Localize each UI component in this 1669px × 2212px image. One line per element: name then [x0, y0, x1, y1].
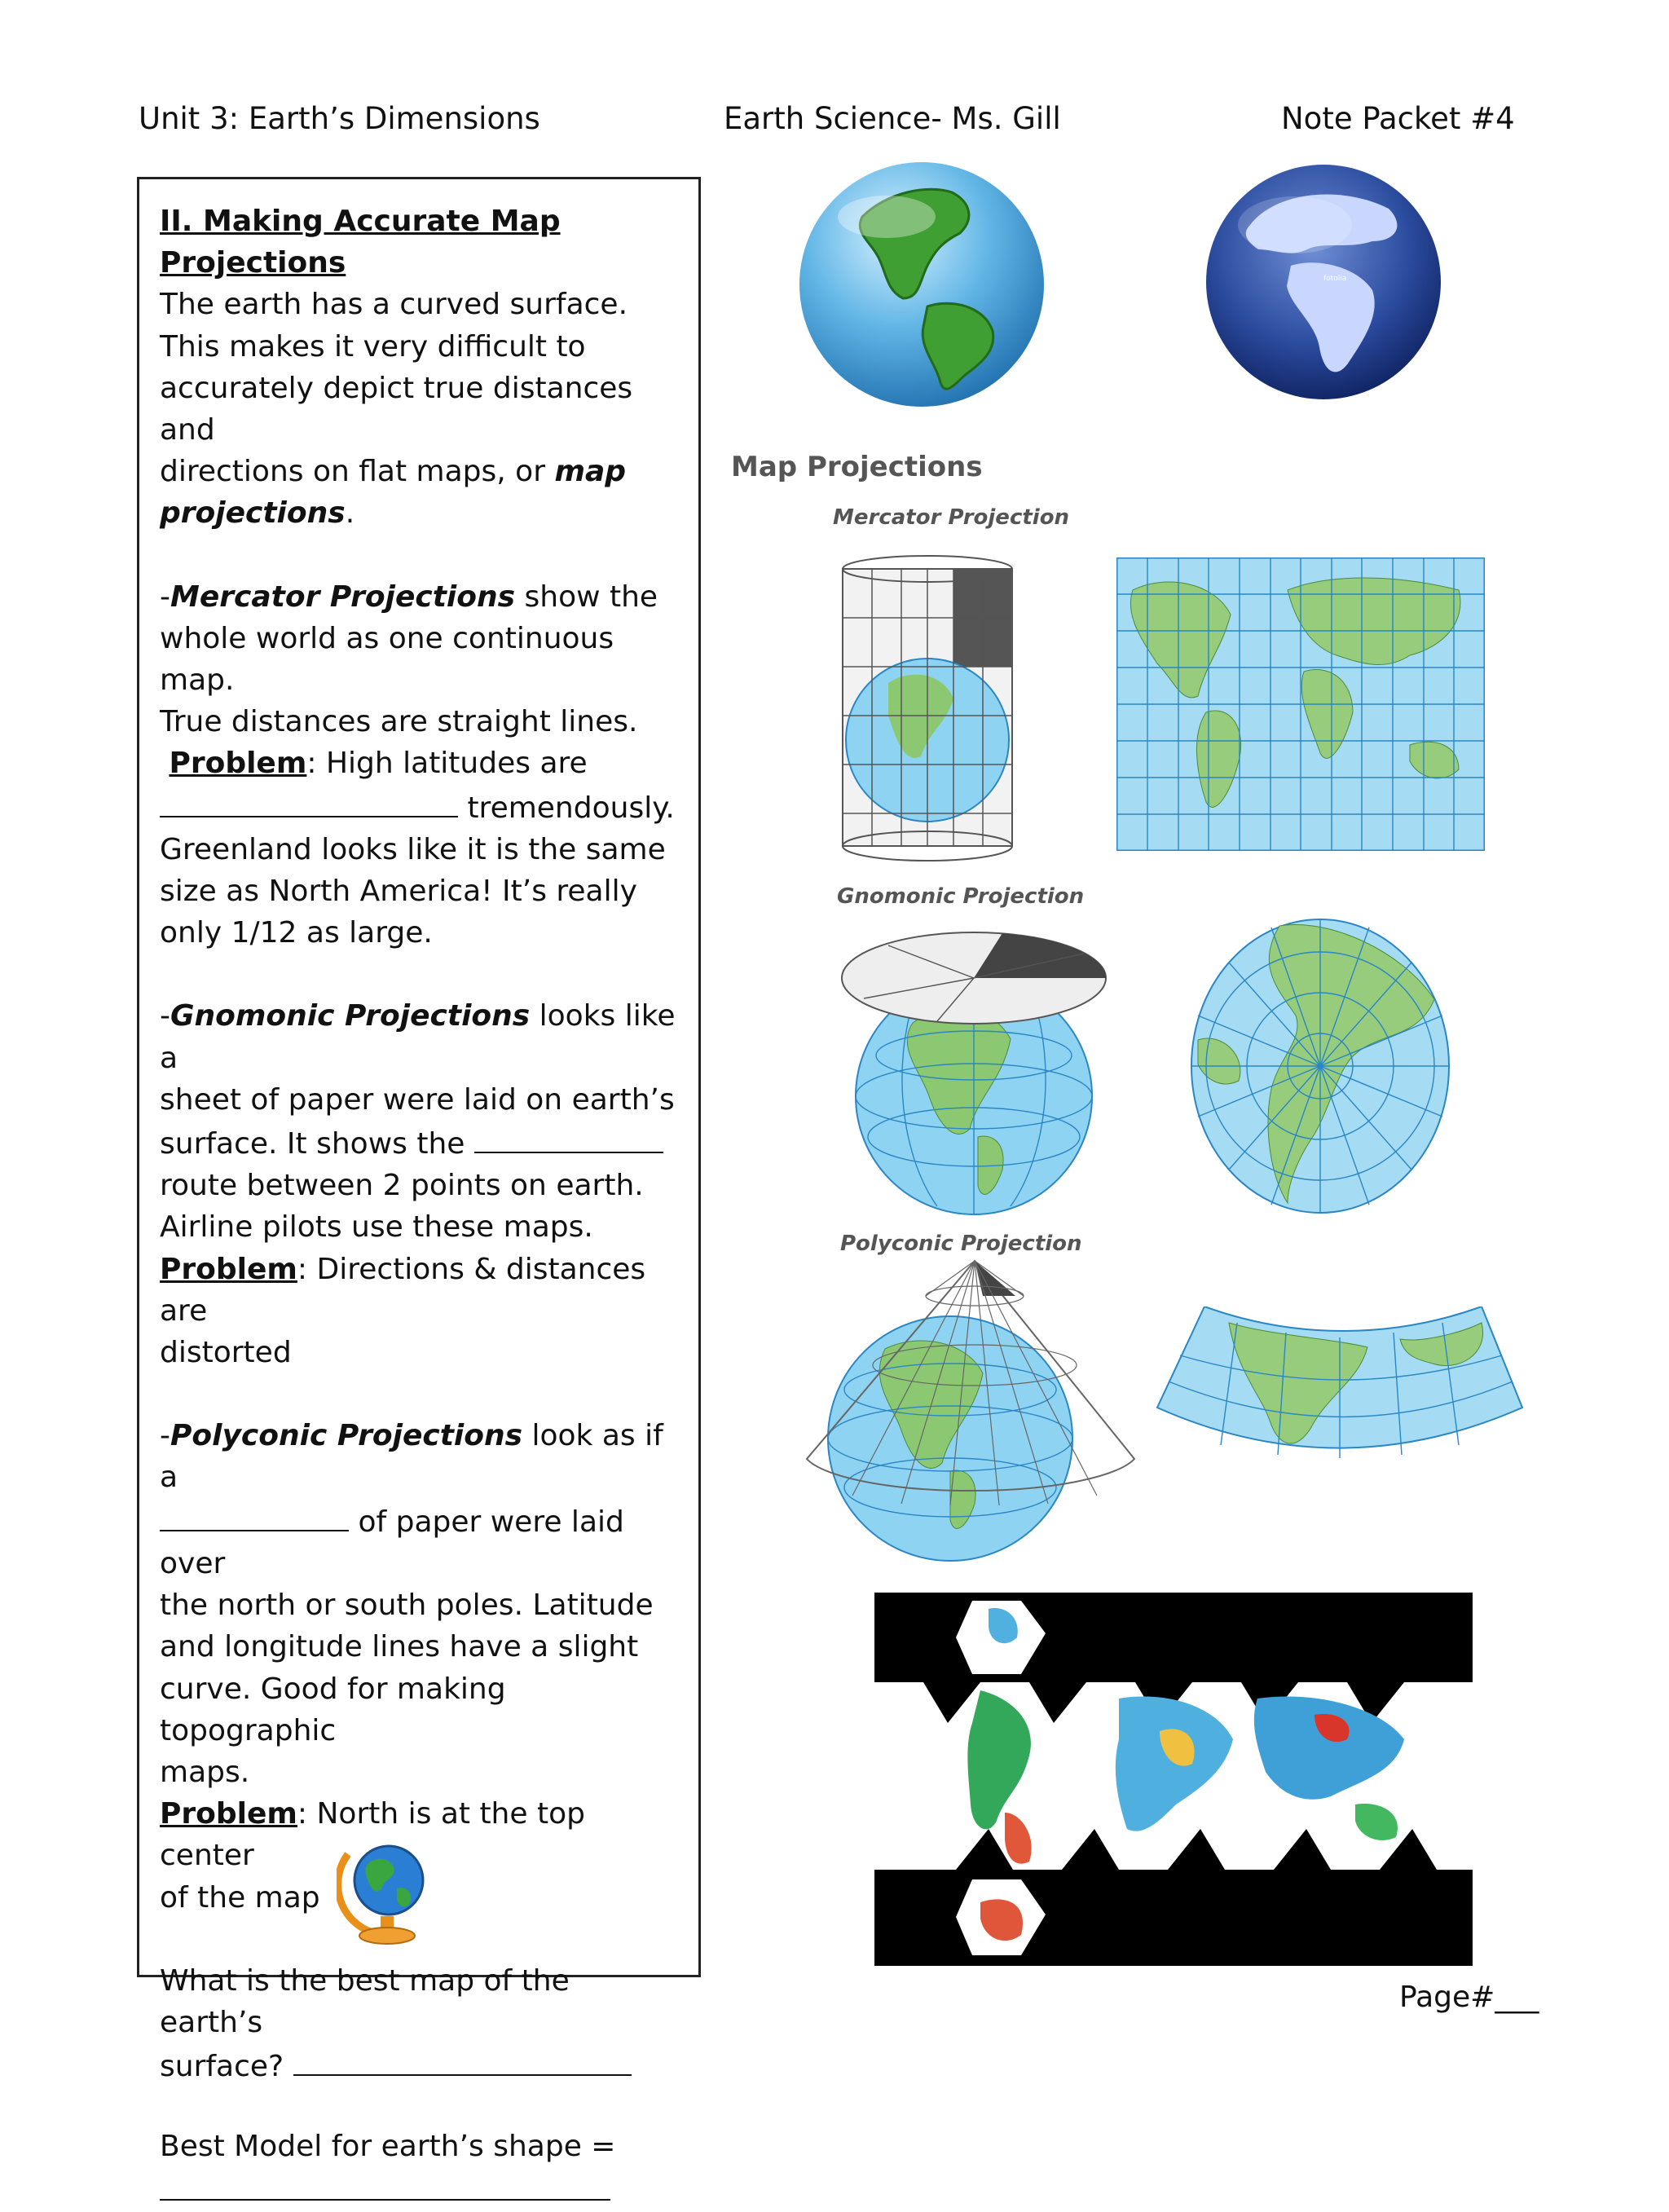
header-packet: Note Packet #4	[1281, 101, 1515, 136]
gnomonic-problem-tail: distorted	[160, 1336, 292, 1370]
polyconic-label: Polyconic Projection	[840, 1232, 1082, 1256]
problem-text: : High latitudes are	[306, 747, 588, 781]
gnomonic-term: Gnomonic Projections	[170, 999, 531, 1033]
section-title-cont: Projections	[160, 246, 346, 280]
intro-text: directions on flat maps, or	[160, 455, 555, 489]
fill-in-blank[interactable]	[160, 1499, 349, 1531]
polyconic-blank-line	[160, 1499, 680, 1584]
gnomonic-heading	[160, 995, 680, 1078]
mercator-blank-line	[160, 785, 680, 829]
mercator-line: whole world as one continuous map.	[160, 621, 614, 698]
gnomonic-line: sheet of paper were laid on earth’s	[160, 1082, 675, 1117]
polyconic-map-image	[1156, 1306, 1524, 1491]
gnomonic-map-image	[1190, 918, 1451, 1214]
dash: -	[160, 579, 170, 614]
globe-europe-africa-image	[1201, 160, 1446, 404]
polyconic-blank-text: of paper were laid over	[160, 1505, 624, 1580]
intro-line: accurately depict true distances and	[160, 371, 633, 447]
polyconic-line: the north or south poles. Latitude	[160, 1588, 654, 1623]
intro-line: The earth has a curved surface.	[160, 288, 628, 322]
polyconic-term: Polyconic Projections	[170, 1419, 523, 1453]
polyconic-line: maps.	[160, 1755, 250, 1789]
globe-americas-image	[797, 160, 1046, 409]
dash: -	[160, 999, 170, 1033]
polyconic-text: look as if a	[160, 1419, 663, 1495]
gnomonic-label: Gnomonic Projection	[837, 884, 1085, 909]
polyconic-line: and longitude lines have a slight	[160, 1630, 639, 1664]
gnomonic-line: Airline pilots use these maps.	[160, 1210, 593, 1245]
mercator-line: Greenland looks like it is the same	[160, 832, 666, 866]
mercator-text: show the	[515, 579, 658, 614]
problem-label: Problem	[160, 1252, 297, 1286]
mercator-term: Mercator Projections	[170, 579, 516, 614]
gnomonic-problem	[160, 1249, 680, 1332]
mercator-line: True distances are straight lines.	[160, 705, 638, 739]
intro-line: This makes it very difficult to	[160, 329, 586, 364]
dash: -	[160, 1419, 170, 1453]
gnomonic-blank-text: surface. It shows the	[160, 1127, 474, 1161]
projections-term: projections	[160, 496, 346, 531]
mercator-line: size as North America! It’s really	[160, 875, 637, 909]
polyconic-heading	[160, 1415, 680, 1498]
mercator-cylinder-image	[839, 553, 1015, 869]
page-number: Page#___	[1399, 1981, 1539, 2014]
question-line	[160, 2043, 680, 2087]
mercator-problem	[160, 742, 680, 784]
mercator-label: Mercator Projection	[833, 505, 1070, 530]
figure-title: Map Projections	[731, 451, 983, 483]
mercator-line: only 1/12 as large.	[160, 916, 433, 950]
fotolia-watermark: fotolia	[1323, 275, 1347, 283]
mercator-map-image	[1116, 557, 1485, 851]
header-unit: Unit 3: Earth’s Dimensions	[139, 101, 540, 136]
polyconic-line: curve. Good for making topographic	[160, 1672, 506, 1747]
polyconic-problem-tail: of the map	[160, 1880, 320, 1915]
fill-in-blank[interactable]	[160, 785, 458, 817]
section-title: II. Making Accurate Map	[160, 205, 561, 238]
polyconic-cone-image	[804, 1259, 1139, 1564]
question-text: surface?	[160, 2050, 293, 2084]
question-line: What is the best map of the earth’s	[160, 1963, 570, 2039]
interrupted-projection-image	[874, 1593, 1473, 1966]
gnomonic-text: looks like a	[160, 999, 676, 1075]
intro-line	[160, 451, 680, 492]
problem-text: : Directions & distances are	[160, 1252, 646, 1328]
gnomonic-line: route between 2 points on earth.	[160, 1169, 644, 1203]
problem-label: Problem	[169, 747, 307, 781]
intro-period: .	[345, 496, 355, 531]
problem-text: : North is at the top center	[160, 1797, 585, 1873]
fill-in-blank[interactable]	[293, 2043, 632, 2076]
gnomonic-blank-line	[160, 1121, 680, 1165]
mercator-heading	[160, 576, 680, 618]
desk-globe-icon	[337, 1831, 428, 1949]
mercator-blank-text: tremendously.	[458, 791, 675, 825]
model-blank-line	[160, 2168, 680, 2212]
problem-label: Problem	[160, 1797, 297, 1831]
fill-in-blank[interactable]	[474, 1121, 663, 1153]
header-course: Earth Science- Ms. Gill	[724, 101, 1061, 136]
notes-box	[137, 177, 701, 2164]
fill-in-blank[interactable]	[160, 2168, 610, 2201]
map-term: map	[554, 455, 627, 489]
model-label: Best Model for earth’s shape =	[160, 2130, 616, 2164]
gnomonic-globe-image	[839, 925, 1108, 1218]
intro-line	[160, 492, 680, 534]
